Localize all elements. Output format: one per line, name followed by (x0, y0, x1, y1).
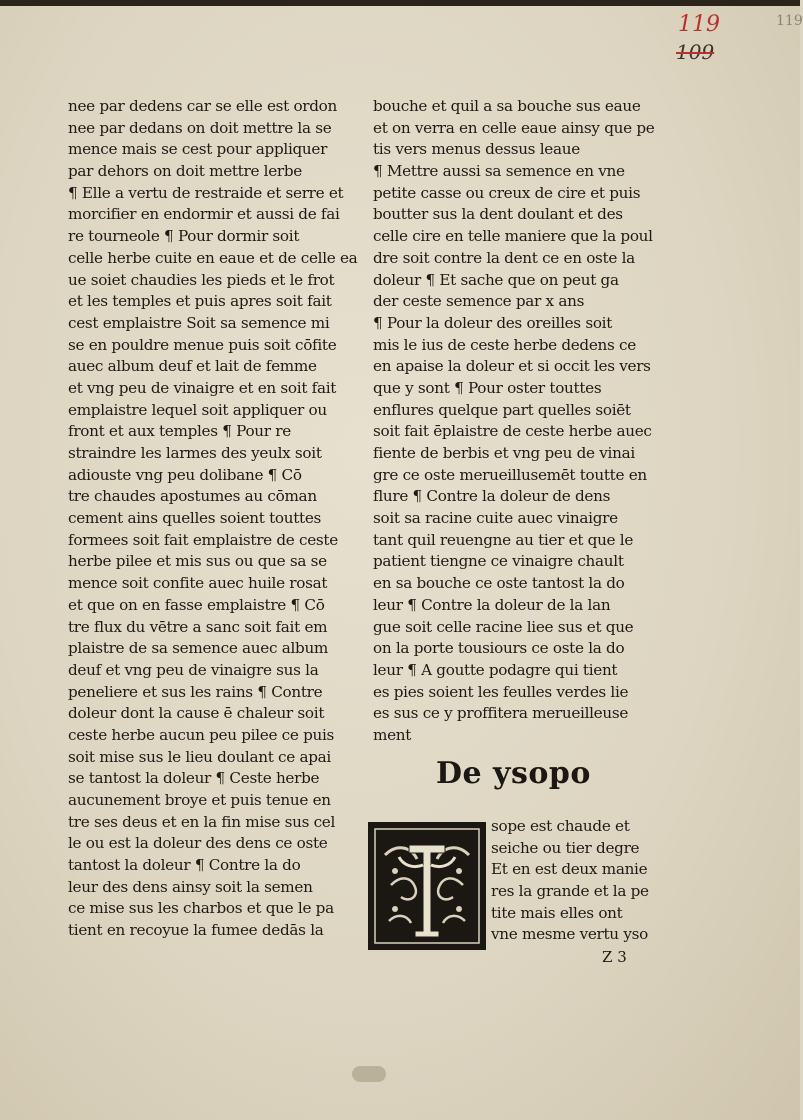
text-line: peneliere et sus les rains ¶ Contre (68, 682, 323, 701)
text-line: soit sa racine cuite auec vinaigre (373, 509, 618, 528)
text-line: Et en est deux manie (491, 860, 648, 879)
text-line: aucunement broye et puis tenue en (68, 791, 331, 809)
text-line: leur ¶ Contre la doleur de la lan (373, 595, 611, 614)
text-line: enflures quelque part quelles soiēt (373, 400, 631, 419)
text-line: deuf et vng peu de vinaigre sus la (68, 660, 319, 679)
text-line: fiente de berbis et vng peu de vinai (373, 444, 635, 462)
text-line: tantost la doleur ¶ Contre la do (68, 856, 301, 875)
text-line: et vng peu de vinaigre et en soit fait (68, 378, 337, 397)
text-column-right (373, 96, 655, 747)
text-line: tient en recoyue la fumee dedās la (68, 921, 324, 940)
text-line: emplaistre lequel soit appliquer ou (68, 400, 327, 419)
text-line: se tantost la doleur ¶ Ceste herbe (68, 769, 320, 788)
text-line: petite casse ou creux de cire et puis (373, 183, 641, 202)
text-line: res la grande et la pe (491, 882, 649, 901)
text-line: dre soit contre la dent ce en oste la (373, 248, 635, 267)
text-line: sope est chaude et (491, 817, 630, 835)
text-line: cest emplaistre Soit sa semence mi (68, 313, 330, 332)
text-line: mence soit confite auec huile rosat (68, 574, 328, 593)
text-line: seiche ou tier degre (491, 838, 640, 857)
text-line: soit fait ēplaistre de ceste herbe auec (373, 422, 652, 441)
text-line: et les temples et puis apres soit fait (68, 292, 332, 311)
text-line: cement ains quelles soient touttes (68, 509, 322, 528)
text-line: der ceste semence par x ans (373, 292, 585, 311)
text-line: doleur ¶ Et sache que on peut ga (373, 270, 619, 289)
text-line: et que on en fasse emplaistre ¶ Cō (68, 595, 325, 614)
text-line: le ou est la doleur des dens ce oste (68, 834, 328, 853)
text-line: herbe pilee et mis sus ou que sa se (68, 552, 327, 571)
text-line: patient tiengne ce vinaigre chault (373, 552, 624, 571)
text-line: ¶ Pour la doleur des oreilles soit (373, 313, 613, 332)
text-line: boutter sus la dent doulant et des (373, 205, 623, 224)
text-line: ¶ Mettre aussi sa semence en vne (373, 162, 625, 181)
text-line: flure ¶ Contre la doleur de dens (373, 487, 611, 506)
text-line: tant quil reuengne au tier et que le (373, 530, 634, 549)
text-line: et on verra en celle eaue ainsy que pe (373, 118, 655, 137)
paper-stain (352, 1066, 386, 1082)
text-line: ment (373, 725, 412, 744)
text-line: doleur dont la cause ē chaleur soit (68, 704, 325, 723)
text-line: ceste herbe aucun peu pilee ce puis (68, 725, 335, 744)
text-column-left (68, 96, 358, 942)
text-line: straindre les larmes des yeulx soit (68, 444, 322, 462)
folio-number-struck: 109 (676, 40, 715, 64)
text-line: se en pouldre menue puis soit cōfite (68, 335, 337, 354)
section-heading: De ysopo (436, 756, 591, 791)
text-line: soit mise sus le lieu doulant ce apai (68, 747, 331, 766)
text-line: mis le ius de ceste herbe dedens ce (373, 335, 636, 354)
text-line: en sa bouche ce oste tantost la do (373, 574, 625, 593)
text-line: formees soit fait emplaistre de ceste (68, 530, 338, 549)
text-line: adiouste vng peu dolibane ¶ Cō (68, 465, 302, 484)
text-line: tre flux du vētre a sanc soit fait em (68, 617, 328, 636)
text-line: gre ce oste merueillusemēt toutte en (373, 465, 647, 484)
signature-mark: Z 3 (602, 948, 627, 966)
text-line: plaistre de sa semence auec album (68, 639, 329, 658)
folio-number: 119 (678, 12, 720, 37)
decorated-initial (368, 822, 486, 950)
text-line: vne mesme vertu yso (491, 925, 648, 944)
initial-paragraph (491, 816, 661, 946)
decorated-initial-art (371, 825, 483, 947)
text-line: que y sont ¶ Pour oster touttes (373, 378, 602, 397)
text-line: front et aux temples ¶ Pour re (68, 422, 291, 441)
text-line: ce mise sus les charbos et que le pa (68, 899, 334, 918)
text-line: on la porte tousiours ce oste la do (373, 639, 625, 658)
folio-pencil-number: 119 (776, 13, 803, 29)
text-line: leur ¶ A goutte podagre qui tient (373, 660, 618, 679)
text-line: gue soit celle racine liee sus et que (373, 617, 634, 636)
text-line: nee par dedens car se elle est ordon (68, 97, 338, 115)
text-line: tre chaudes apostumes au cōman (68, 487, 317, 506)
text-line: re tourneole ¶ Pour dormir soit (68, 227, 300, 246)
text-line: morcifier en endormir et aussi de fai (68, 205, 340, 224)
text-line: bouche et quil a sa bouche sus eaue (373, 97, 641, 115)
text-line: ue soiet chaudies les pieds et le frot (68, 270, 335, 289)
text-line: en apaise la doleur et si occit les vers (373, 357, 651, 376)
text-line: tis vers menus dessus leaue (373, 140, 580, 159)
text-line: es pies soient les feulles verdes lie (373, 682, 629, 701)
text-line: celle cire en telle maniere que la poul (373, 227, 653, 246)
text-line: es sus ce y proffitera merueilleuse (373, 704, 629, 723)
text-line: par dehors on doit mettre lerbe (68, 162, 302, 181)
text-line: auec album deuf et lait de femme (68, 357, 317, 376)
text-line: celle herbe cuite en eaue et de celle ea (68, 248, 358, 267)
text-line: nee par dedans on doit mettre la se (68, 118, 332, 137)
text-line: tite mais elles ont (491, 903, 623, 922)
text-line: leur des dens ainsy soit la semen (68, 877, 313, 896)
text-line: ¶ Elle a vertu de restraide et serre et (68, 183, 344, 202)
text-line: mence mais se cest pour appliquer (68, 140, 328, 159)
text-line: tre ses deus et en la fin mise sus cel (68, 812, 336, 831)
